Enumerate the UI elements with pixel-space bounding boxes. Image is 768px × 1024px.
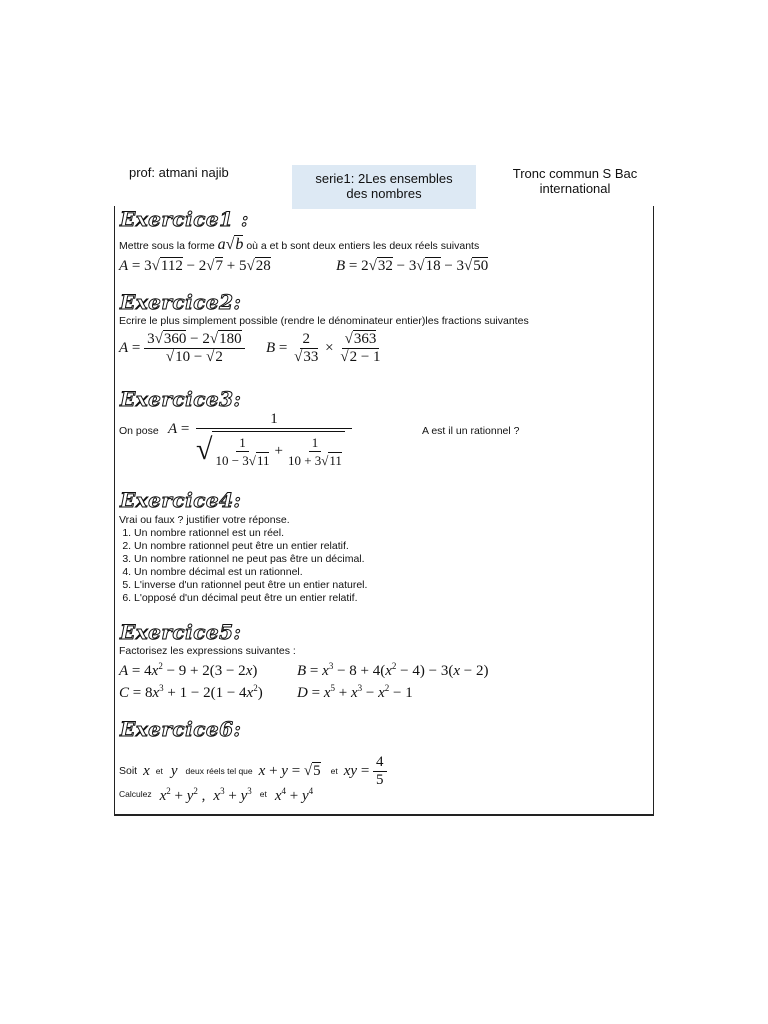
exercise6-task: Calculez $x^2 + y^2$ , $x^3 + y^3$ et $x^4 + y^4$	[119, 786, 314, 804]
list-item: 4. Un nombre décimal est un rationnel.	[134, 566, 367, 579]
exercise1-expression-b: B = 2√32 − 3√18 − 3√50	[336, 258, 489, 274]
exercise3-intro: On pose	[119, 425, 159, 437]
exercise6-calculez: Calculez	[119, 788, 152, 799]
exercise5-intro: Factorisez les expressions suivantes :	[119, 645, 296, 657]
exercise6-et2: et	[330, 766, 338, 776]
exercise5-expression-b: $B = x^3 - 8 + 4(x^2 - 4) - 3(x - 2)$	[297, 661, 489, 679]
exercise6-et3: et	[259, 788, 267, 799]
exercise1-expression-a: A = 3√112 − 2√7 + 5√28	[119, 258, 271, 274]
exercise4-intro: Vrai ou faux ? justifier votre réponse.	[119, 514, 290, 526]
exercise6-et: et	[155, 766, 163, 776]
list-item: 6. L'opposé d'un décimal peut être un entier relatif.	[134, 592, 367, 605]
list-item: 2. Un nombre rationnel peut être un entier relatif.	[134, 540, 367, 553]
exercise6-soit: Soit	[119, 765, 138, 777]
exercise5-title: Exercice5:	[120, 620, 242, 644]
exercise4-title: Exercice4:	[120, 488, 242, 512]
list-item: 1. Un nombre rationnel est un réel.	[134, 527, 367, 540]
exercise6-statement: Soit x et y deux réels tel que x + y = √5 et xy = $\frac{4}{5}$	[119, 754, 387, 789]
exercise1-title: Exercice1 :	[120, 207, 249, 231]
serie-title-line1: serie1: 2Les ensembles	[315, 171, 453, 186]
level-line2: international	[539, 181, 611, 196]
serie-title-box	[292, 165, 476, 209]
list-item: 3. Un nombre rationnel ne peut pas être un décimal.	[134, 553, 367, 566]
exercise3-title: Exercice3:	[120, 387, 242, 411]
author-label: prof: atmani najib	[129, 165, 229, 180]
form-expression: a√b	[217, 236, 244, 253]
exercise2-expression-b: B = $\frac{2}{√33}$ × $\frac{√363}{√2 - 1}$	[266, 331, 381, 365]
exercise3-question: A est il un rationnel ?	[422, 425, 520, 437]
list-item: 5. L'inverse d'un rationnel peut être un entier naturel.	[134, 579, 367, 592]
exercise3-expression: 1 √ $\frac{1}{10 - 3√11}$ + $\frac{1}{10 + 3√11}$	[196, 410, 352, 469]
serie-title-line2: des nombres	[346, 186, 422, 201]
exercise2-title: Exercice2:	[120, 290, 242, 314]
exercise2-intro: Ecrire le plus simplement possible (rendre le dénominateur entier)les fractions suivantes	[119, 315, 529, 327]
exercise1-intro	[119, 238, 479, 253]
exercise2-expression-a: A = $\frac{3√360 - 2√180}{√10 - √2}$	[119, 331, 245, 366]
exercise4-list	[100, 527, 367, 605]
exercise3-a-label: A =	[168, 421, 190, 437]
exercise6-tel: deux réels tel que	[185, 766, 253, 776]
exercise5-expression-a: $A = 4x^2 - 9 + 2(3 - 2x)$	[119, 661, 258, 679]
level-line1: Tronc commun S Bac	[512, 166, 638, 181]
exercise1-intro-before: Mettre sous la forme	[119, 240, 215, 252]
exercise5-expression-d: $D = x^5 + x^3 - x^2 - 1$	[297, 683, 413, 701]
exercise5-expression-c: $C = 8x^3 + 1 - 2(1 - 4x^2)$	[119, 683, 263, 701]
exercise6-title: Exercice6:	[120, 717, 242, 741]
exercise1-intro-after: où a et b sont deux entiers les deux réels suivants	[246, 240, 480, 252]
level-label	[500, 166, 650, 196]
